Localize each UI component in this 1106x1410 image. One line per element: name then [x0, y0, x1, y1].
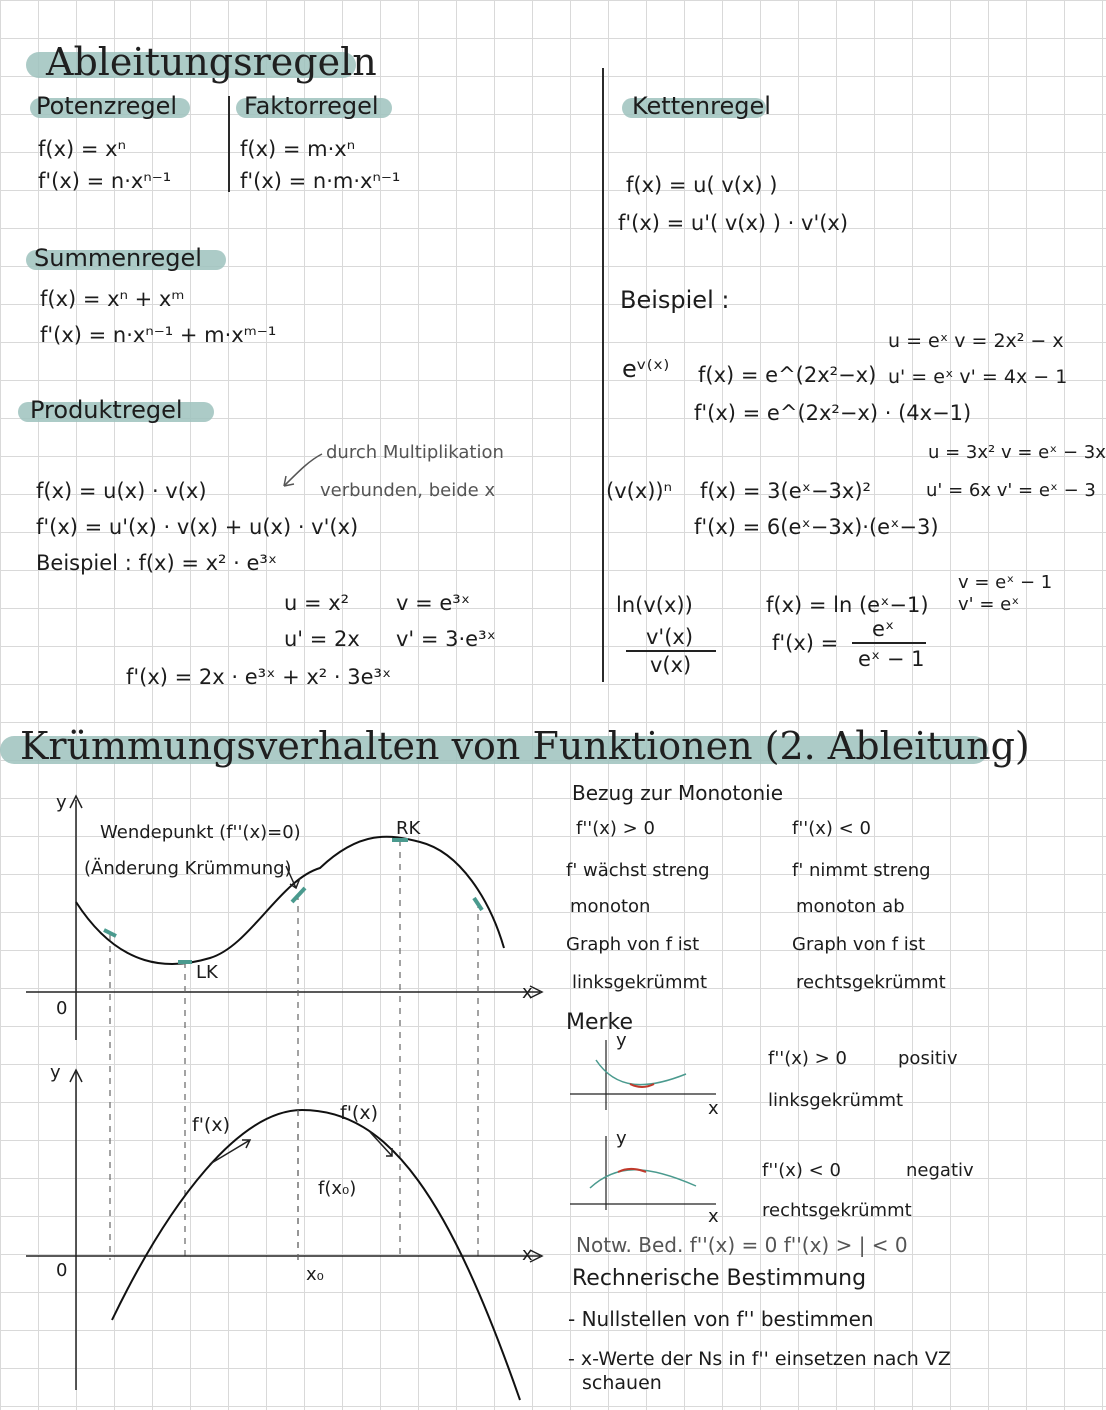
ketten-ex1-f: f(x) = e^(2x²−x) — [698, 363, 877, 387]
ketten-ex1-uv: u = eˣ v = 2x² − x — [888, 330, 1064, 352]
ketten-ex3-f1: f'(x) = — [772, 631, 839, 655]
graph-f-prime — [20, 1060, 560, 1410]
graph1-origin: 0 — [56, 998, 68, 1019]
graph2-origin: 0 — [56, 1260, 68, 1281]
graph1-rk: RK — [396, 818, 421, 839]
rechn-item-1: - Nullstellen von f'' bestimmen — [568, 1307, 874, 1331]
ketten-ex1-u1v1: u' = eˣ v' = 4x − 1 — [888, 366, 1068, 388]
ketten-ex2-uv: u = 3x² v = eˣ − 3x — [928, 442, 1106, 463]
merke1-text: linksgekrümmt — [768, 1090, 904, 1111]
merke-plot-2 — [566, 1130, 726, 1220]
rechn-item-3: schauen — [582, 1372, 662, 1394]
graph2-x0: x₀ — [306, 1264, 324, 1285]
ketten-ex3-v1: v' = eˣ — [958, 594, 1020, 615]
produktregel-line-1: f(x) = u(x) · v(x) — [36, 479, 207, 503]
bezug-right-4: Graph von f ist — [792, 934, 926, 955]
ketten-ex2-u1v1: u' = 6x v' = eˣ − 3 — [926, 480, 1096, 501]
merke-title: Merke — [566, 1010, 634, 1035]
merke-plot-2-y: y — [616, 1128, 627, 1149]
bezug-right-5: rechtsgekrümmt — [796, 972, 946, 993]
note-arrow — [270, 448, 330, 498]
kettenregel-beispiel: Beispiel : — [620, 286, 730, 314]
graph1-wendepunkt: Wendepunkt (f''(x)=0) — [100, 822, 301, 843]
ketten-ex2-label: (v(x))ⁿ — [606, 479, 672, 503]
merke1-cond: f''(x) > 0 — [768, 1048, 847, 1069]
potenzregel-line-1: f(x) = xⁿ — [38, 137, 126, 161]
bezug-left-2: f' wächst streng — [566, 860, 710, 881]
summenregel-line-2: f'(x) = n·xⁿ⁻¹ + m·xᵐ⁻¹ — [40, 323, 277, 347]
rechn-title: Rechnerische Bestimmung — [572, 1266, 867, 1291]
produktregel-title: Produktregel — [30, 396, 183, 424]
produktregel-v: v = e³ˣ — [396, 591, 471, 615]
bezug-left-3: monoton — [570, 896, 651, 917]
notw-bed: Notw. Bed. f''(x) = 0 f''(x) > | < 0 — [576, 1233, 908, 1257]
kettenregel-line-1: f(x) = u( v(x) ) — [626, 173, 778, 197]
graph2-y-label: y — [50, 1062, 61, 1083]
ketten-ex3-f1-den: eˣ − 1 — [858, 647, 925, 671]
produktregel-v1: v' = 3·e³ˣ — [396, 627, 496, 651]
merke-plot-1-x: x — [708, 1098, 719, 1119]
merke1-sign: positiv — [898, 1048, 958, 1069]
merke2-cond: f''(x) < 0 — [762, 1160, 841, 1181]
potenzregel-title: Potenzregel — [36, 92, 178, 120]
produktregel-result: f'(x) = 2x · e³ˣ + x² · 3e³ˣ — [126, 665, 392, 689]
produktregel-note-2: verbunden, beide x — [320, 480, 496, 501]
produktregel-u: u = x² — [284, 591, 350, 615]
bezug-left-1: f''(x) > 0 — [576, 818, 655, 839]
faktorregel-title: Faktorregel — [244, 92, 379, 120]
merke-plot-1-y: y — [616, 1030, 627, 1051]
bezug-right-2: f' nimmt streng — [792, 860, 931, 881]
bezug-left-5: linksgekrümmt — [572, 972, 708, 993]
merke2-text: rechtsgekrümmt — [762, 1200, 912, 1221]
produktregel-note-1: durch Multiplikation — [326, 442, 504, 463]
graph2-x-label: x — [522, 1244, 533, 1265]
ketten-ex3-label: ln(v(x)) — [616, 593, 693, 617]
ketten-ex3-num: v'(x) — [646, 625, 694, 649]
potenzregel-line-2: f'(x) = n·xⁿ⁻¹ — [38, 169, 172, 193]
produktregel-beispiel: Beispiel : f(x) = x² · e³ˣ — [36, 551, 278, 575]
merke2-sign: negativ — [906, 1160, 974, 1181]
ketten-ex3-den: v(x) — [650, 653, 692, 677]
faktorregel-line-2: f'(x) = n·m·xⁿ⁻¹ — [240, 169, 401, 193]
ketten-ex3-v: v = eˣ − 1 — [958, 572, 1053, 593]
graph1-lk: LK — [196, 962, 218, 983]
ketten-ex1-f1: f'(x) = e^(2x²−x) · (4x−1) — [694, 401, 972, 425]
faktorregel-line-1: f(x) = m·xⁿ — [240, 137, 356, 161]
kettenregel-title: Kettenregel — [632, 92, 771, 120]
ketten-ex3-f1-bar — [852, 642, 926, 644]
produktregel-u1: u' = 2x — [284, 627, 360, 651]
section1-column-divider — [602, 68, 604, 682]
merke-plot-1 — [566, 1030, 726, 1120]
graph2-f1-right: f'(x) — [340, 1102, 378, 1124]
section1-title: Ableitungsregeln — [46, 40, 377, 84]
ketten-ex3-f: f(x) = ln (eˣ−1) — [766, 593, 929, 617]
produktregel-line-2: f'(x) = u'(x) · v(x) + u(x) · v'(x) — [36, 515, 359, 539]
section2-title: Krümmungsverhalten von Funktionen (2. Ableitung) — [20, 724, 1030, 768]
ketten-ex3-f1-num: eˣ — [872, 617, 895, 641]
rechn-item-2: - x-Werte der Ns in f'' einsetzen nach VZ — [568, 1348, 951, 1370]
bezug-right-1: f''(x) < 0 — [792, 818, 871, 839]
merke-plot-2-x: x — [708, 1206, 719, 1227]
graph2-f1-left: f'(x) — [192, 1114, 230, 1136]
ketten-ex1-label: eᵛ⁽ˣ⁾ — [622, 355, 670, 383]
bezug-title: Bezug zur Monotonie — [572, 781, 784, 805]
graph2-fx0: f(x₀) — [318, 1178, 357, 1199]
summenregel-line-1: f(x) = xⁿ + xᵐ — [40, 287, 185, 311]
ketten-ex2-f1: f'(x) = 6(eˣ−3x)·(eˣ−3) — [694, 515, 939, 539]
graph1-aenderung: (Änderung Krümmung) — [84, 858, 292, 879]
kettenregel-line-2: f'(x) = u'( v(x) ) · v'(x) — [618, 211, 849, 235]
bezug-left-4: Graph von f ist — [566, 934, 700, 955]
graph1-y-label: y — [56, 792, 67, 813]
summenregel-title: Summenregel — [34, 244, 202, 272]
potenz-faktor-divider — [228, 96, 230, 192]
ketten-ex2-f: f(x) = 3(eˣ−3x)² — [700, 479, 871, 503]
bezug-right-3: monoton ab — [796, 896, 905, 917]
graph1-x-label: x — [522, 982, 533, 1003]
